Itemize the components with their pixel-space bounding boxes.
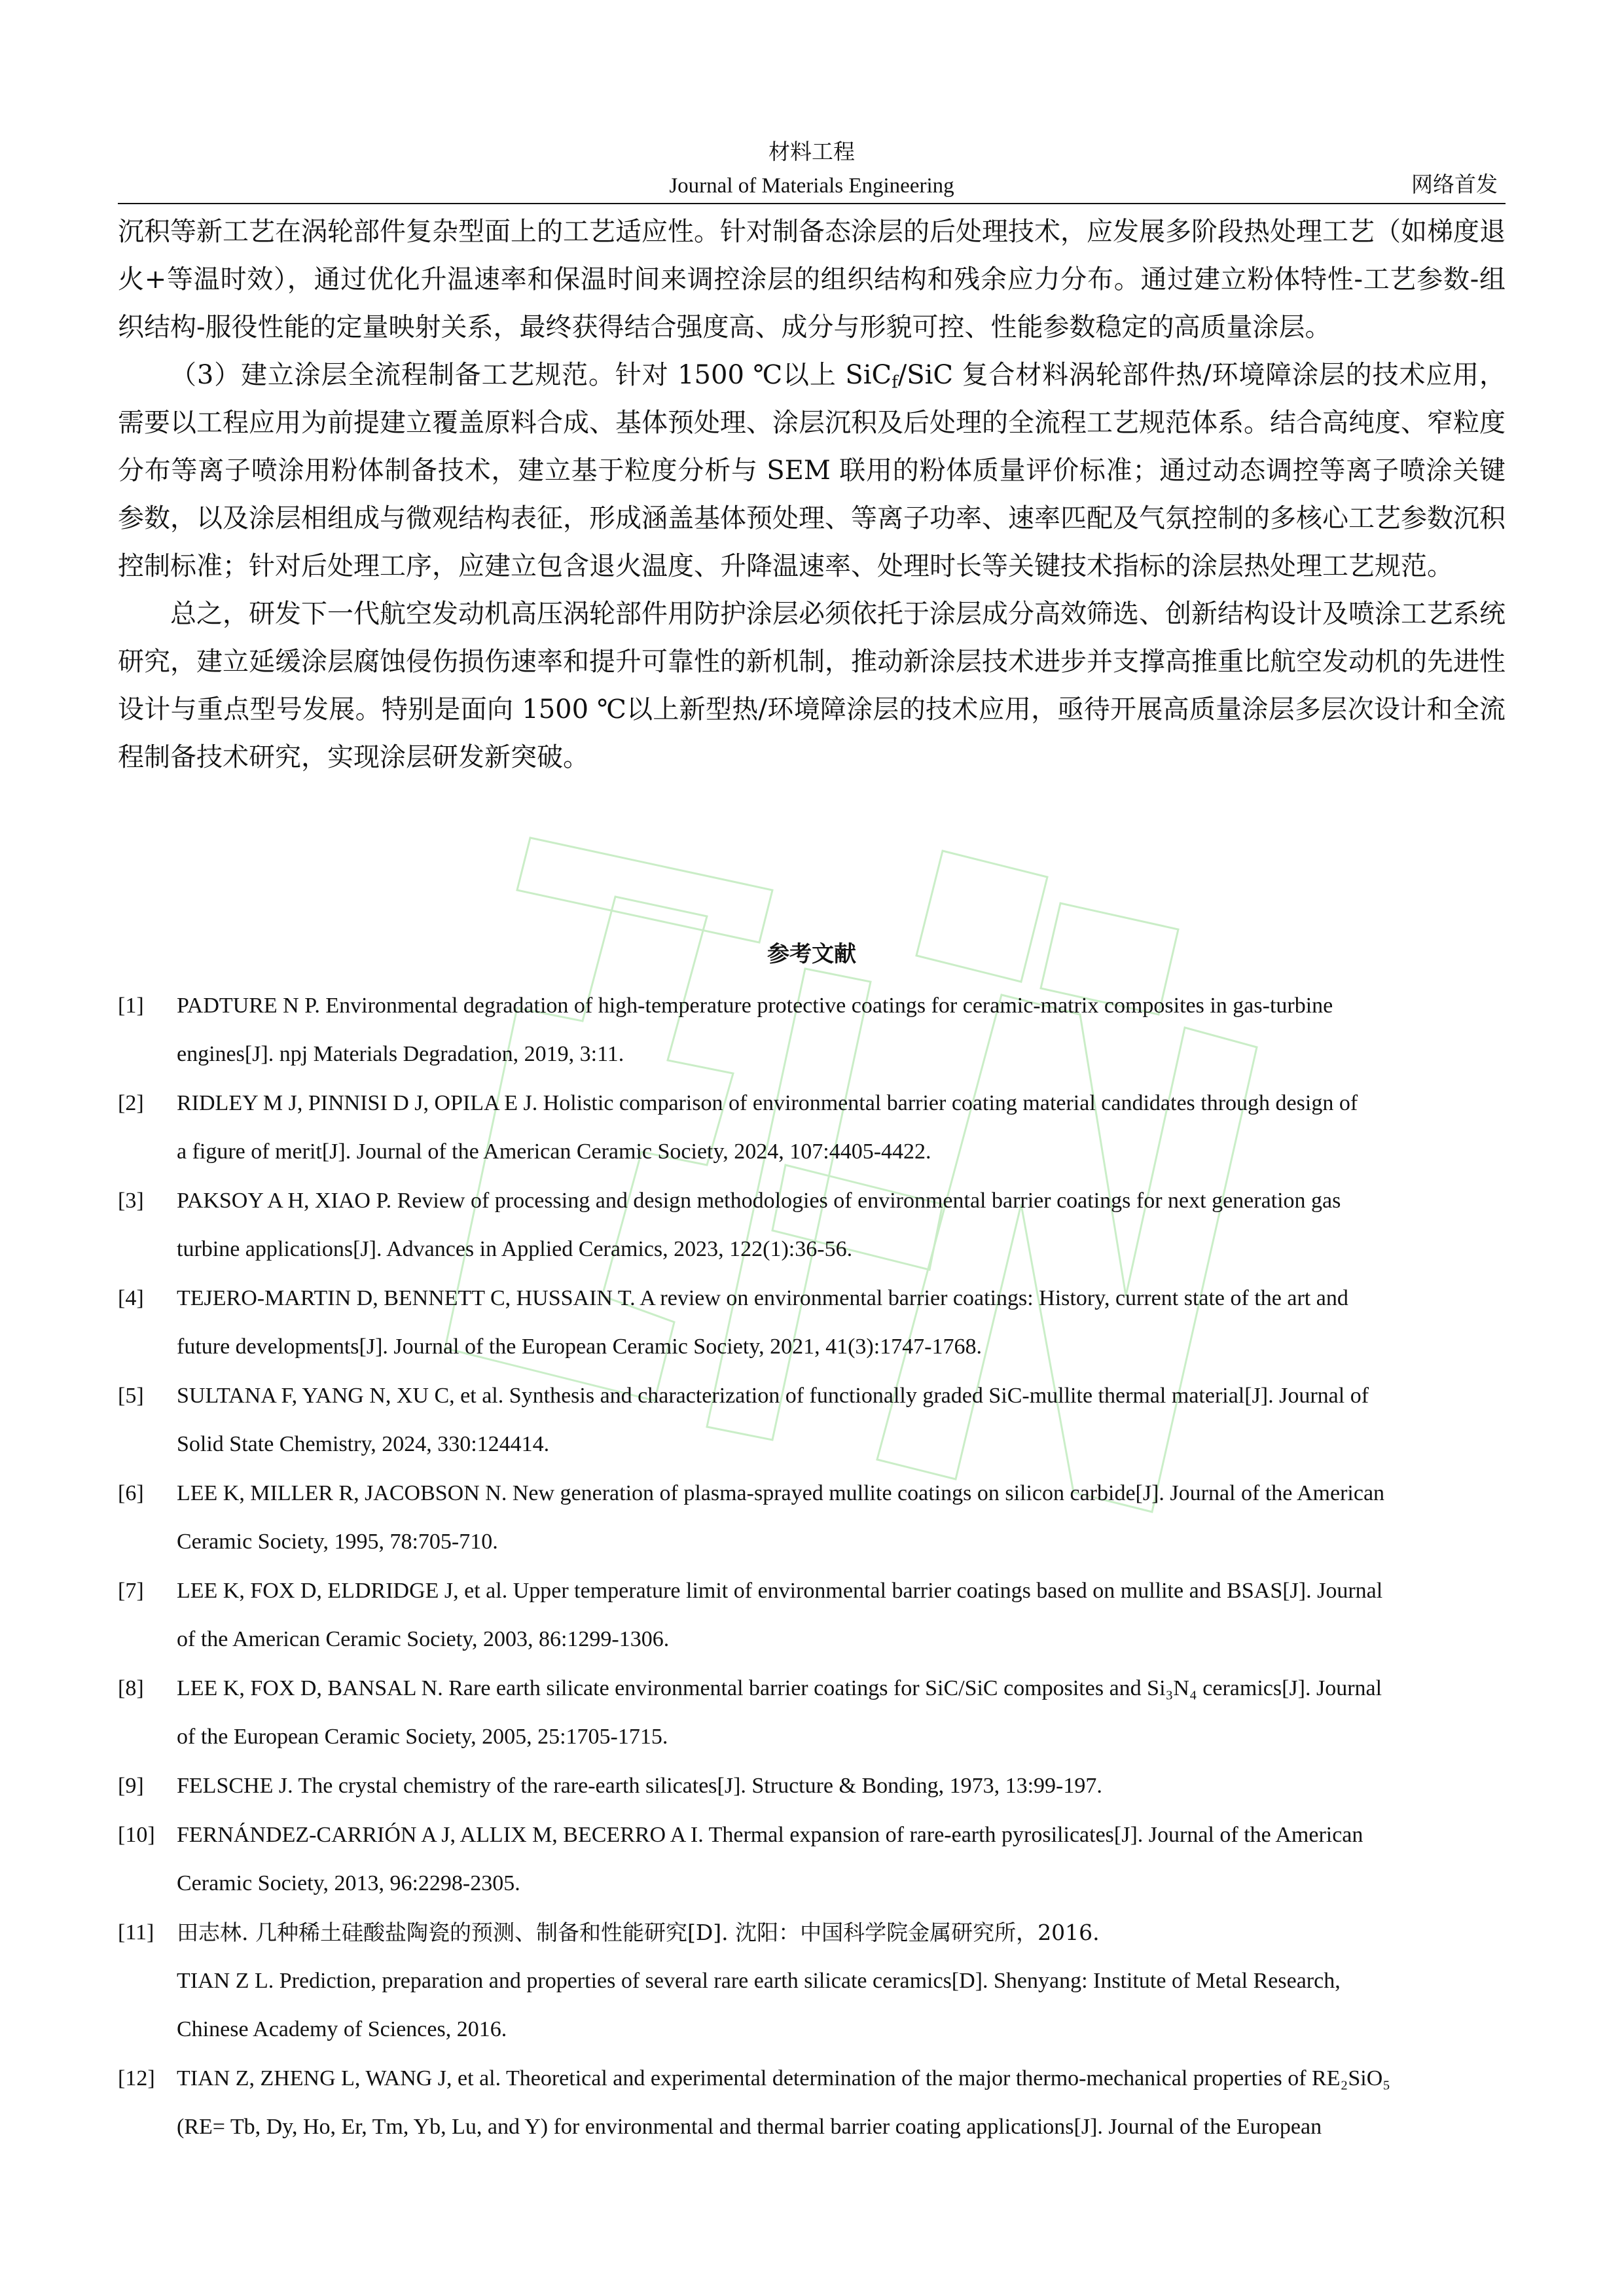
reference-line: FELSCHE J. The crystal chemistry of the rare-earth silicates[J]. Structure & Bonding, 1973, 13:99-197. — [177, 1774, 1102, 1798]
reference-number: [11] — [118, 1920, 154, 1945]
reference-item — [118, 2054, 1506, 2151]
reference-item — [118, 1274, 1506, 1371]
journal-name-en: Journal of Materials Engineering — [669, 174, 954, 198]
reference-item — [118, 1762, 1506, 1810]
reference-number: [9] — [118, 1774, 144, 1798]
reference-number: [6] — [118, 1481, 144, 1505]
reference-item — [118, 1079, 1506, 1176]
reference-line: TIAN Z L. Prediction, preparation and properties of several rare earth silicate ceramics[D]. Shenyang: Institute of Metal Research, — [177, 1969, 1341, 1993]
reference-number: [1] — [118, 994, 144, 1018]
reference-line: of the European Ceramic Society, 2005, 25:1705-1715. — [177, 1725, 668, 1749]
reference-line: LEE K, FOX D, BANSAL N. Rare earth silicate environmental barrier coatings for SiC/SiC composites and Si₃N₄ ceramics[J]. Journal — [177, 1676, 1382, 1700]
reference-item — [118, 1909, 1506, 2054]
reference-item — [118, 1177, 1506, 1274]
reference-number: [2] — [118, 1091, 144, 1115]
reference-line: 田志林. 几种稀土硅酸盐陶瓷的预测、制备和性能研究[D]. 沈阳：中国科学院金属研究所，2016. — [177, 1920, 1100, 1945]
paragraph-2-part-a: （3）建立涂层全流程制备工艺规范。针对 1500 ℃以上 SiC — [170, 360, 892, 390]
reference-line: future developments[J]. Journal of the European Ceramic Society, 2021, 41(3):1747-1768. — [177, 1335, 982, 1359]
reference-item — [118, 1664, 1506, 1761]
reference-item — [118, 1469, 1506, 1566]
reference-line: TIAN Z, ZHENG L, WANG J, et al. Theoretical and experimental determination of the major thermo-mechanical properties of RE₂SiO₅ — [177, 2066, 1391, 2090]
reference-line: Ceramic Society, 2013, 96:2298-2305. — [177, 1871, 520, 1895]
running-header — [118, 137, 1506, 203]
subscript-f: f — [892, 372, 898, 393]
reference-number: [5] — [118, 1384, 144, 1408]
paragraph-2-part-b: /SiC 复合材料涡轮部件热/环境障涂层的技术应用，需要以工程应用为前提建立覆盖原料合成、基体预处理、涂层沉积及后处理的全流程工艺规范体系。结合高纯度、窄粒度分布等离子喷涂用粉体制备技术，建立基于粒度分析与 SEM 联用的粉体质量评价标准；通过动态调控等离子喷涂关键参数，以及涂层相组成与微观结构表征，形成涵盖基体预处理、等离子功率、速率匹配及气氛控制的多核心工艺参数沉积控制标准；针对后处理工序，应建立包含退火温度、升降温速率、处理时长等关键技术指标的涂层热处理工艺规范。 — [118, 360, 1506, 581]
reference-line: Ceramic Society, 1995, 78:705-710. — [177, 1530, 498, 1554]
body-text — [118, 208, 1506, 781]
reference-line: SULTANA F, YANG N, XU C, et al. Synthesis and characterization of functionally graded SiC-mullite thermal material[J]. Journal of — [177, 1384, 1369, 1408]
reference-item — [118, 1372, 1506, 1469]
paragraph-1: 沉积等新工艺在涡轮部件复杂型面上的工艺适应性。针对制备态涂层的后处理技术，应发展多阶段热处理工艺（如梯度退火+等温时效），通过优化升温速率和保温时间来调控涂层的组织结构和残余应力分布。通过建立粉体特性-工艺参数-组织结构-服役性能的定量映射关系，最终获得结合强度高、成分与形貌可控、性能参数稳定的高质量涂层。 — [118, 217, 1506, 342]
reference-number: [12] — [118, 2066, 155, 2090]
reference-line: FERNÁNDEZ-CARRIÓN A J, ALLIX M, BECERRO A I. Thermal expansion of rare-earth pyrosilicates[J]. Journal of the American — [177, 1823, 1363, 1847]
reference-line: PAKSOY A H, XIAO P. Review of processing and design methodologies of environmental barrier coatings for next generation gas — [177, 1189, 1341, 1213]
reference-number: [7] — [118, 1579, 144, 1603]
reference-line: a figure of merit[J]. Journal of the American Ceramic Society, 2024, 107:4405-4422. — [177, 1139, 931, 1164]
paragraph-2 — [118, 351, 1506, 590]
reference-number: [8] — [118, 1676, 144, 1700]
references-list — [118, 982, 1506, 2152]
reference-line: Solid State Chemistry, 2024, 330:124414. — [177, 1432, 550, 1456]
reference-line: Chinese Academy of Sciences, 2016. — [177, 2017, 507, 2041]
reference-line: PADTURE N P. Environmental degradation of high-temperature protective coatings for ceramic-matrix composites in gas-turbine — [177, 994, 1333, 1018]
reference-item — [118, 1567, 1506, 1664]
paragraph-3: 总之，研发下一代航空发动机高压涡轮部件用防护涂层必须依托于涂层成分高效筛选、创新结构设计及喷涂工艺系统研究，建立延缓涂层腐蚀侵伤损伤速率和提升可靠性的新机制，推动新涂层技术进步并支撑高推重比航空发动机的先进性设计与重点型号发展。特别是面向 1500 ℃以上新型热/环境障涂层的技术应用，亟待开展高质量涂层多层次设计和全流程制备技术研究，实现涂层研发新突破。 — [118, 599, 1506, 772]
header-rule — [118, 203, 1506, 204]
reference-number: [3] — [118, 1189, 144, 1213]
references-title: 参考文献 — [767, 941, 856, 967]
reference-line: RIDLEY M J, PINNISI D J, OPILA E J. Holistic comparison of environmental barrier coating material candidates through design of — [177, 1091, 1358, 1115]
reference-line: TEJERO-MARTIN D, BENNETT C, HUSSAIN T. A review on environmental barrier coatings: History, current state of the art and — [177, 1286, 1348, 1310]
reference-line: LEE K, MILLER R, JACOBSON N. New generation of plasma-sprayed mullite coatings on silicon carbide[J]. Journal of the American — [177, 1481, 1385, 1505]
reference-line: (RE= Tb, Dy, Ho, Er, Tm, Yb, Lu, and Y) for environmental and thermal barrier coating applications[J]. Journal of the European — [177, 2115, 1322, 2139]
reference-number: [4] — [118, 1286, 144, 1310]
reference-number: [10] — [118, 1823, 155, 1847]
reference-item — [118, 982, 1506, 1079]
online-first-label: 网络首发 — [1411, 171, 1498, 197]
journal-name-cn: 材料工程 — [768, 139, 855, 164]
reference-item — [118, 1811, 1506, 1908]
reference-line: of the American Ceramic Society, 2003, 86:1299-1306. — [177, 1627, 670, 1651]
reference-line: LEE K, FOX D, ELDRIDGE J, et al. Upper temperature limit of environmental barrier coatings based on mullite and BSAS[J]. Journal — [177, 1579, 1383, 1603]
reference-line: turbine applications[J]. Advances in Applied Ceramics, 2023, 122(1):36-56. — [177, 1237, 853, 1261]
reference-line: engines[J]. npj Materials Degradation, 2019, 3:11. — [177, 1042, 624, 1066]
